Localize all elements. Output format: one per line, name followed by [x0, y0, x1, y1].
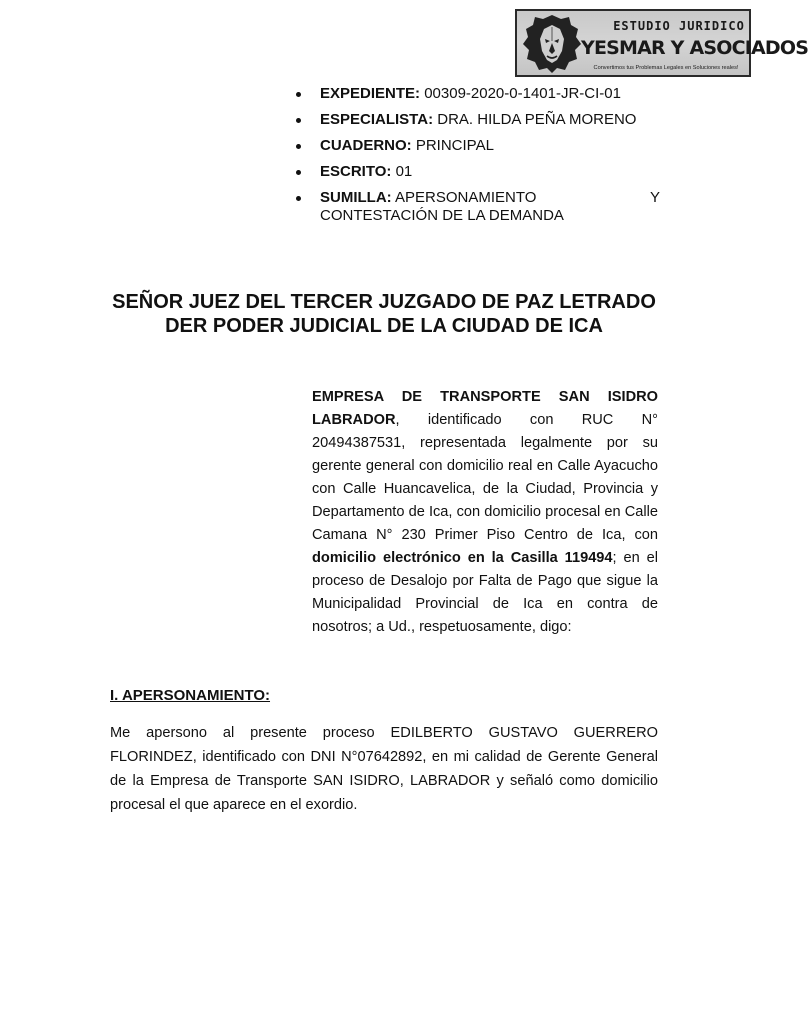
metadata-label: EXPEDIENTE: [320, 85, 421, 102]
bullet-icon [296, 196, 301, 201]
party-text-2: ; en el proceso de Desalojo por Falta de Pago que sigue la Municipalidad Provincial de Ica en contra de nosotros; a Ud., respetuosamente, digo: [312, 550, 658, 635]
metadata-expediente [290, 84, 660, 104]
bullet-icon [296, 170, 301, 175]
company-name: EMPRESA DE TRANSPORTE SAN ISIDRO LABRADOR [312, 389, 658, 428]
metadata-cuaderno [290, 136, 660, 156]
section-title: I. APERSONAMIENTO: [110, 687, 271, 704]
party-introduction [312, 386, 658, 639]
logo-tagline: Convertimos tus Problemas Legales en Soluciones reales! [593, 65, 739, 71]
court-address-heading: SEÑOR JUEZ DEL TERCER JUZGADO DE PAZ LETRADO DER PODER JUDICIAL DE LA CIUDAD DE ICA [112, 291, 656, 337]
metadata-value: 00309-2020-0-1401-JR-CI-01 [420, 85, 621, 102]
metadata-value: DRA. HILDA PEÑA MORENO [433, 111, 637, 128]
metadata-value: PRINCIPAL [411, 137, 494, 154]
metadata-sumilla [290, 188, 660, 224]
metadata-label: ESCRITO: [320, 163, 392, 180]
bullet-icon [296, 92, 301, 97]
case-metadata-list [290, 84, 660, 230]
law-firm-logo [515, 9, 808, 77]
metadata-label: CUADERNO: [320, 137, 412, 154]
metadata-label: SUMILLA: [320, 189, 392, 206]
electronic-domicile: domicilio electrónico en la Casilla 119494 [312, 550, 613, 566]
metadata-especialista [290, 110, 660, 130]
party-text-1: , identificado con RUC N° 20494387531, representada legalmente por su gerente general con domicilio real en Calle Ayacucho con Calle Huancavelica, de la Ciudad, Provincia y Departamento de Ica, con domicilio procesal en Calle Camana N° 230 Primer Piso Centro de Ica, con [312, 412, 658, 543]
section-body: Me apersono al presente proceso EDILBERTO GUSTAVO GUERRERO FLORINDEZ, identificado con DNI N°07642892, en mi calidad de Gerente General de la Empresa de Transporte SAN ISIDRO, LABRADOR y señaló como domicilio procesal el que aparece en el exordio. [110, 725, 658, 813]
lion-icon [521, 13, 583, 75]
metadata-escrito [290, 162, 660, 182]
bullet-icon [296, 118, 301, 123]
logo-firm-type: ESTUDIO JURIDICO [613, 19, 745, 33]
metadata-value-end: Y [649, 189, 660, 206]
bullet-icon [296, 144, 301, 149]
metadata-value-continued: CONTESTACIÓN DE LA DEMANDA [320, 207, 564, 224]
metadata-value: APERSONAMIENTO [391, 189, 537, 206]
metadata-label: ESPECIALISTA: [320, 111, 434, 128]
logo-firm-name: YESMAR Y ASOCIADOS [581, 37, 808, 59]
metadata-value: 01 [391, 163, 413, 180]
sumilla-first-line [320, 188, 660, 208]
